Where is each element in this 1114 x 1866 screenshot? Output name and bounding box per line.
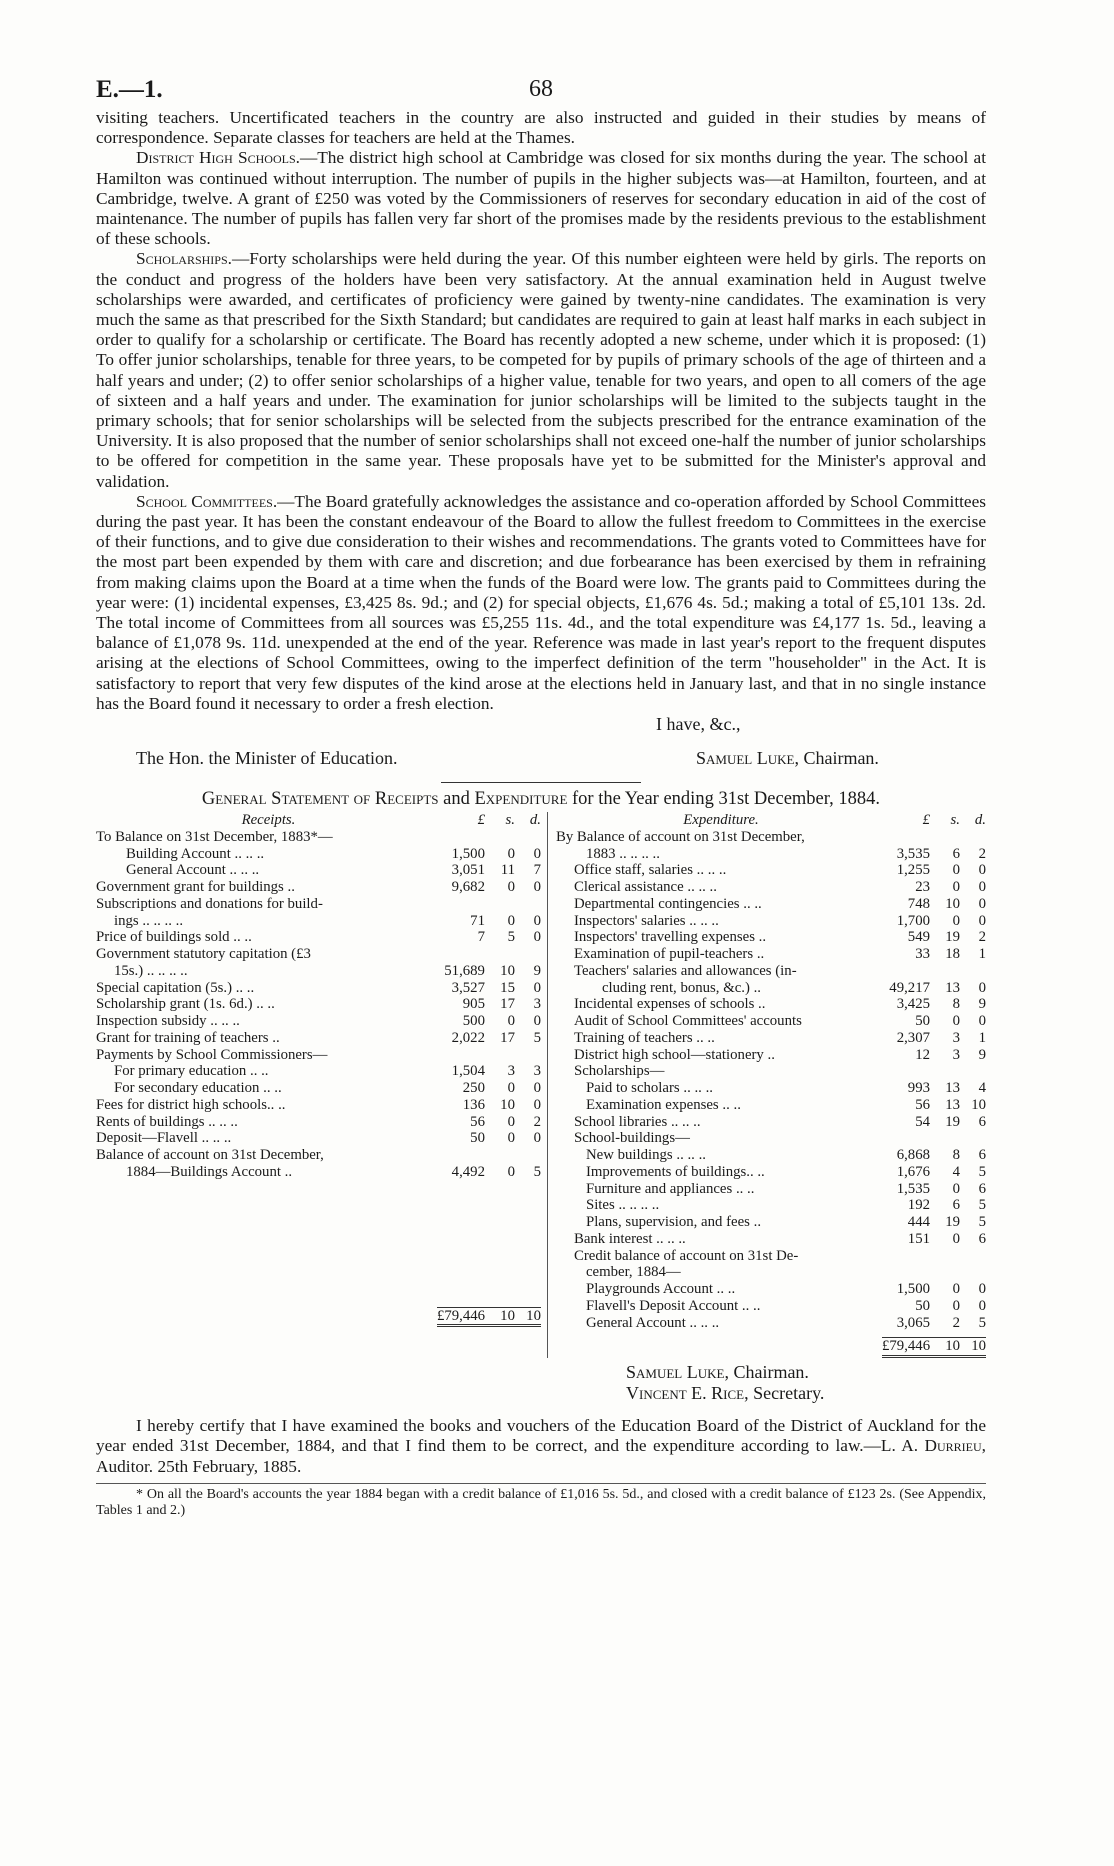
row-pounds: 3,527 — [451, 979, 485, 996]
row-pounds: 1,504 — [451, 1063, 485, 1080]
row-shillings: 17 — [500, 996, 515, 1013]
receipts-column — [96, 812, 548, 1358]
table-row — [96, 1147, 541, 1164]
row-pence — [960, 1063, 986, 1080]
row-shillings: 17 — [500, 1029, 515, 1046]
document-reference: E.—1. — [96, 76, 163, 103]
row-pounds: 192 — [907, 1197, 930, 1214]
row-pounds: 49,217 — [889, 979, 930, 996]
paragraph-school-committees: School Committees.—The Board gratefully acknowledges the assistance and co-operation afforded by School Committees during the past year. It has been the constant endeavour of the Board to allow the fullest freedom to Committees in the exercise of their functions, and to give due consideration to their wishes and recommendations. The grants voted to Committees have for the most part been expended by them with care and discretion; and due forbearance has been exercised by them in refraining from making claims upon the Board at a time when the funds of the Board were low. The grants paid to Committees during the year were: (1) incidental expenses, £3,425 8s. 9d.; and (2) for special objects, £1,676 4s. 5d.; making a total of £5,101 13s. 2d. The total income of Committees from all sources was £5,255 11s. 4d., and the total expenditure was £4,177 1s. 5d., leaving a balance of £1,078 9s. 11d. unexpended at the end of the year. Reference was made in last year's report to the frequent disputes arising at the elections of School Committees, owing to the imperfect definition of the term "householder" in the Act. It is satisfactory to report that very few disputes of the kind arose at the elections held in January last, and that in no single instance has the Board found it necessary to order a fresh election. — [96, 491, 986, 713]
table-row — [96, 1063, 541, 1080]
table-row — [96, 1013, 541, 1030]
row-description: Inspectors' salaries .. .. .. — [573, 912, 719, 929]
financial-statement — [96, 812, 986, 1358]
row-shillings — [485, 829, 515, 846]
row-pounds: 1,535 — [896, 1180, 930, 1197]
table-row — [556, 862, 986, 879]
row-pence — [960, 1130, 986, 1147]
row-pence: 9 — [978, 996, 986, 1013]
row-shillings: 0 — [507, 1113, 515, 1130]
row-pence — [960, 1248, 986, 1265]
row-pounds — [886, 1063, 930, 1080]
row-shillings: 0 — [952, 912, 960, 929]
row-shillings: 19 — [945, 1113, 960, 1130]
row-description: To Balance on 31st December, 1883*— — [96, 828, 333, 845]
row-shillings: 3 — [952, 1046, 960, 1063]
row-description: Scholarships— — [573, 1063, 665, 1080]
row-pounds — [441, 896, 485, 913]
row-shillings: 0 — [952, 1297, 960, 1314]
row-shillings: 2 — [952, 1314, 960, 1331]
row-description: Grant for training of teachers .. — [96, 1029, 280, 1046]
expenditure-rows — [556, 829, 986, 1332]
row-pounds: 2,022 — [451, 1029, 485, 1046]
table-row — [556, 980, 986, 997]
row-shillings — [485, 896, 515, 913]
row-description: Improvements of buildings.. .. — [585, 1163, 765, 1180]
row-description: School-buildings— — [573, 1130, 690, 1147]
row-pounds: 549 — [907, 929, 930, 946]
table-row — [556, 1147, 986, 1164]
table-row — [96, 1164, 541, 1181]
row-pounds: 250 — [462, 1080, 485, 1097]
row-pence: 0 — [978, 912, 986, 929]
row-shillings: 0 — [952, 1013, 960, 1030]
table-row — [556, 1181, 986, 1198]
row-description: For secondary education .. .. — [114, 1080, 282, 1097]
row-pounds — [441, 946, 485, 963]
row-shillings — [930, 1130, 960, 1147]
row-shillings: 3 — [507, 1063, 515, 1080]
section-divider — [441, 782, 641, 783]
row-pounds — [886, 963, 930, 980]
row-shillings: 0 — [507, 845, 515, 862]
row-pence: 0 — [533, 912, 541, 929]
row-description: Training of teachers .. .. — [573, 1029, 715, 1046]
row-shillings: 10 — [500, 962, 515, 979]
table-row — [556, 1080, 986, 1097]
row-pence: 10 — [971, 1096, 986, 1113]
row-description: Playgrounds Account .. .. — [585, 1281, 736, 1298]
row-pence: 0 — [978, 1281, 986, 1298]
table-row — [96, 846, 541, 863]
row-description: Scholarship grant (1s. 6d.) .. .. — [96, 996, 275, 1013]
row-pence: 6 — [978, 1147, 986, 1164]
table-row — [556, 1248, 986, 1265]
receipts-rows — [96, 829, 541, 1181]
paragraph-heading: School Committees. — [136, 491, 278, 511]
row-pence — [515, 1047, 541, 1064]
row-pounds: 3,535 — [896, 845, 930, 862]
receipts-total: £79,446 10 10 — [437, 1307, 541, 1328]
row-pence: 7 — [533, 862, 541, 879]
row-pounds: 2,307 — [896, 1029, 930, 1046]
row-shillings: 6 — [952, 845, 960, 862]
row-description: Deposit—Flavell .. .. .. — [96, 1130, 232, 1147]
row-pence: 2 — [978, 845, 986, 862]
table-row — [556, 1097, 986, 1114]
row-description: 1884—Buildings Account .. — [126, 1163, 293, 1180]
row-description: Clerical assistance .. .. .. — [573, 879, 717, 896]
row-pounds: 905 — [462, 996, 485, 1013]
row-description: General Account .. .. .. — [585, 1314, 720, 1331]
table-row — [556, 1030, 986, 1047]
table-row — [96, 879, 541, 896]
row-pounds: 56 — [470, 1113, 485, 1130]
row-pence: 5 — [978, 1314, 986, 1331]
row-description: Examination expenses .. .. — [585, 1096, 741, 1113]
table-row — [556, 1047, 986, 1064]
row-pounds: 7 — [477, 929, 485, 946]
table-row — [96, 963, 541, 980]
row-pence: 0 — [533, 1013, 541, 1030]
footnote: * On all the Board's accounts the year 1884 began with a credit balance of £1,016 5s. 5d., and closed with a credit balance of £123 2s. (See Appendix, Tables 1 and 2.) — [96, 1486, 986, 1518]
row-pence: 5 — [978, 1214, 986, 1231]
row-pence: 2 — [978, 929, 986, 946]
row-pence: 5 — [978, 1163, 986, 1180]
row-pence: 5 — [533, 1029, 541, 1046]
row-description: Flavell's Deposit Account .. .. — [585, 1297, 761, 1314]
row-shillings — [930, 829, 960, 846]
footnote-divider — [96, 1483, 986, 1484]
row-pence: 0 — [978, 862, 986, 879]
row-pence: 6 — [978, 1230, 986, 1247]
row-shillings: 0 — [507, 879, 515, 896]
row-pence: 6 — [978, 1113, 986, 1130]
row-shillings — [930, 1063, 960, 1080]
row-pence: 1 — [978, 946, 986, 963]
table-row — [556, 1281, 986, 1298]
paragraph-heading: District High Schools. — [136, 148, 300, 168]
row-pounds: 71 — [470, 912, 485, 929]
table-row — [556, 946, 986, 963]
row-pounds — [886, 1130, 930, 1147]
table-row — [556, 829, 986, 846]
table-row — [556, 1197, 986, 1214]
row-pounds: 444 — [907, 1214, 930, 1231]
expenditure-total: £79,446 10 10 — [882, 1337, 986, 1358]
row-shillings: 0 — [507, 1080, 515, 1097]
row-description: Plans, supervision, and fees .. — [585, 1214, 762, 1231]
row-shillings — [930, 963, 960, 980]
table-row — [96, 946, 541, 963]
table-row — [556, 1164, 986, 1181]
row-shillings: 8 — [952, 996, 960, 1013]
row-pence: 3 — [533, 1063, 541, 1080]
page-header — [96, 60, 986, 108]
table-row — [96, 1114, 541, 1131]
table-row — [96, 929, 541, 946]
row-shillings: 11 — [500, 862, 515, 879]
row-description: Credit balance of account on 31st De- — [573, 1247, 799, 1264]
table-row — [556, 1231, 986, 1248]
document-page — [96, 60, 986, 1519]
row-pounds — [441, 829, 485, 846]
row-pounds: 54 — [915, 1113, 930, 1130]
receipts-header: Receipts. £ s. d. — [241, 812, 541, 829]
row-description: Paid to scholars .. .. .. — [585, 1080, 713, 1097]
row-shillings — [485, 1047, 515, 1064]
paragraph-heading: Scholarships. — [136, 249, 232, 269]
table-row — [556, 1130, 986, 1147]
secretary-signature: Vincent E. Rice, Secretary. — [626, 1383, 825, 1404]
row-pounds — [886, 829, 930, 846]
row-pounds — [441, 1147, 485, 1164]
row-description: Examination of pupil-teachers .. — [573, 946, 765, 963]
row-shillings: 10 — [945, 895, 960, 912]
row-pounds: 51,689 — [444, 962, 485, 979]
row-pounds: 151 — [907, 1230, 930, 1247]
row-pounds: 500 — [462, 1013, 485, 1030]
row-shillings: 0 — [507, 1130, 515, 1147]
row-pence: 0 — [533, 979, 541, 996]
page-number: 68 — [529, 76, 553, 102]
row-pence: 3 — [533, 996, 541, 1013]
table-row — [556, 1264, 986, 1281]
table-row — [96, 913, 541, 930]
row-shillings: 3 — [952, 1029, 960, 1046]
row-pence: 0 — [533, 1096, 541, 1113]
paragraph-district-high-schools: District High Schools.—The district high school at Cambridge was closed for six months during the year. The school at Hamilton was continued without interruption. The number of pupils in the higher subjects was—at Hamilton, fourteen, and at Cambridge, twelve. A grant of £250 was voted by the Commissioners of reserves for secondary education in aid of the cost of maintenance. The number of pupils has fallen very far short of the promises made by the residents previous to the establishment of these schools. — [96, 148, 987, 249]
row-pence: 6 — [978, 1180, 986, 1197]
row-pounds: 3,065 — [896, 1314, 930, 1331]
row-description: Government statutory capitation (£3 — [96, 946, 311, 963]
row-pence: 0 — [533, 1080, 541, 1097]
expenditure-header: Expenditure. £ s. d. — [683, 812, 986, 829]
row-shillings: 4 — [952, 1163, 960, 1180]
row-pounds: 1,500 — [451, 845, 485, 862]
row-shillings: 18 — [945, 946, 960, 963]
row-description: District high school—stationery .. — [573, 1046, 775, 1063]
row-pounds: 1,255 — [896, 862, 930, 879]
row-description: School libraries .. .. .. — [573, 1113, 701, 1130]
row-pounds: 1,500 — [896, 1281, 930, 1298]
expenditure-column — [548, 812, 986, 1358]
letter-signoff — [96, 714, 986, 776]
table-row — [556, 879, 986, 896]
row-shillings: 5 — [507, 929, 515, 946]
table-row — [556, 1315, 986, 1332]
table-row — [556, 963, 986, 980]
row-pounds: 1,676 — [896, 1163, 930, 1180]
row-description: Inspection subsidy .. .. .. — [96, 1013, 240, 1030]
row-description: ings .. .. .. .. — [114, 912, 184, 929]
row-pence: 0 — [533, 879, 541, 896]
row-description: Government grant for buildings .. — [96, 879, 295, 896]
row-shillings: 0 — [952, 1230, 960, 1247]
table-row — [556, 1114, 986, 1131]
table-row — [96, 996, 541, 1013]
table-row — [556, 846, 986, 863]
paragraph-intro: visiting teachers. Uncertificated teachers in the country are also instructed and guided in their studies by means of correspondence. Separate classes for teachers are held at the Thames. — [96, 108, 986, 148]
row-description: Departmental contingencies .. .. — [573, 895, 762, 912]
row-description: Rents of buildings .. .. .. — [96, 1113, 238, 1130]
row-shillings: 0 — [952, 1281, 960, 1298]
row-shillings: 0 — [507, 1013, 515, 1030]
row-pounds: 33 — [915, 946, 930, 963]
row-pence — [515, 1147, 541, 1164]
row-shillings: 6 — [952, 1197, 960, 1214]
table-row — [96, 980, 541, 997]
row-shillings: 0 — [952, 1180, 960, 1197]
row-shillings: 13 — [945, 1096, 960, 1113]
row-description: Teachers' salaries and allowances (in- — [573, 962, 797, 979]
row-pounds: 23 — [915, 879, 930, 896]
row-pence: 0 — [533, 1130, 541, 1147]
row-pence: 0 — [533, 929, 541, 946]
row-pence: 2 — [533, 1113, 541, 1130]
row-shillings: 0 — [507, 1163, 515, 1180]
row-pounds — [886, 1248, 930, 1265]
row-description: Inspectors' travelling expenses .. — [573, 929, 767, 946]
row-pounds — [441, 1047, 485, 1064]
row-shillings — [930, 1264, 960, 1281]
row-pounds: 1,700 — [896, 912, 930, 929]
row-description: New buildings .. .. .. — [585, 1147, 706, 1164]
row-pence: 5 — [978, 1197, 986, 1214]
auditor-certificate: I hereby certify that I have examined the books and vouchers of the Education Board of the District of Auckland for the year ended 31st December, 1884, and that I find them to be correct, and the expenditure according to law.—L. A. Durrieu, Auditor. 25th February, 1885. — [96, 1416, 986, 1476]
row-pounds: 12 — [915, 1046, 930, 1063]
row-description: cember, 1884— — [585, 1264, 681, 1281]
row-pounds: 3,051 — [451, 862, 485, 879]
row-pence — [515, 896, 541, 913]
row-description: Payments by School Commissioners— — [96, 1046, 328, 1063]
row-pence: 1 — [978, 1029, 986, 1046]
row-pence: 0 — [978, 979, 986, 996]
row-pence — [515, 829, 541, 846]
row-pounds: 6,868 — [896, 1147, 930, 1164]
row-pence: 0 — [978, 1297, 986, 1314]
row-description: General Account .. .. .. — [126, 862, 260, 879]
row-pence: 0 — [533, 845, 541, 862]
row-pounds: 748 — [907, 895, 930, 912]
row-shillings: 19 — [945, 929, 960, 946]
row-description: Building Account .. .. .. — [126, 845, 265, 862]
row-shillings: 8 — [952, 1147, 960, 1164]
row-pounds: 136 — [462, 1096, 485, 1113]
row-pounds: 993 — [907, 1080, 930, 1097]
row-description: 15s.) .. .. .. .. — [114, 962, 188, 979]
row-pence: 5 — [533, 1163, 541, 1180]
row-pounds: 56 — [915, 1096, 930, 1113]
row-pounds: 50 — [915, 1297, 930, 1314]
row-shillings — [930, 1248, 960, 1265]
row-pence: 9 — [978, 1046, 986, 1063]
row-pence: 4 — [978, 1080, 986, 1097]
row-pence: 0 — [978, 1013, 986, 1030]
row-description: For primary education .. .. — [114, 1063, 269, 1080]
table-row — [556, 1063, 986, 1080]
row-pence — [960, 829, 986, 846]
table-row — [96, 1080, 541, 1097]
row-shillings: 13 — [945, 979, 960, 996]
table-row — [556, 1214, 986, 1231]
row-pounds: 50 — [470, 1130, 485, 1147]
row-shillings: 0 — [507, 912, 515, 929]
row-shillings: 0 — [952, 879, 960, 896]
row-description: Incidental expenses of schools .. — [573, 996, 766, 1013]
row-shillings: 10 — [500, 1096, 515, 1113]
row-shillings: 15 — [500, 979, 515, 996]
closing-phrase: I have, &c., — [656, 714, 741, 735]
table-row — [556, 929, 986, 946]
row-pence — [960, 963, 986, 980]
chairman-signature: Samuel Luke, Chairman. — [696, 748, 879, 769]
row-shillings — [485, 946, 515, 963]
row-pence — [960, 1264, 986, 1281]
row-pounds — [886, 1264, 930, 1281]
table-row — [96, 862, 541, 879]
table-row — [96, 1047, 541, 1064]
table-row — [96, 829, 541, 846]
statement-title: General Statement of Receipts and Expenditure for the Year ending 31st December, 1884. — [201, 789, 881, 810]
table-row — [96, 1097, 541, 1114]
body-text — [96, 108, 986, 714]
table-row — [556, 1298, 986, 1315]
row-description: cluding rent, bonus, &c.) .. — [601, 979, 762, 996]
row-description: Office staff, salaries .. .. .. — [573, 862, 727, 879]
paragraph-scholarships: Scholarships.—Forty scholarships were held during the year. Of this number eighteen were held by girls. The reports on the conduct and progress of the holders have been very satisfactory. At the annual examination held in August twelve scholarships were awarded, and certificates of proficiency were gained by twenty-nine candidates. The examination is very much the same as that prescribed for the Sixth Standard; but candidates are required to gain at least half marks in each subject in order to qualify for a scholarship or certificate. The Board has recently adopted a new scheme, under which it is proposed: (1) To offer junior scholarships, tenable for three years, to be competed for by pupils of primary schools of the age of thirteen and a half years and under; (2) to offer senior scholarships of a higher value, tenable for two years, and open to all comers of the age of sixteen and a half years and under. The examination for junior scholarships will be limited to the subjects taught in the primary schools; that for senior scholarships will be selected from the subjects prescribed for the entrance examination of the University. It is also proposed that the number of senior scholarships shall not exceed one-half the number of junior scholarships to be offered for competition in the same year. These proposals have yet to be submitted for the Minister's approval and validation. — [96, 249, 986, 491]
row-description: Balance of account on 31st December, — [96, 1147, 324, 1164]
table-row — [556, 1013, 986, 1030]
row-shillings: 0 — [952, 862, 960, 879]
row-shillings — [485, 1147, 515, 1164]
row-pounds: 4,492 — [451, 1163, 485, 1180]
row-description: Special capitation (5s.) .. .. — [96, 979, 255, 996]
chairman-signature: Samuel Luke, Chairman. — [626, 1362, 809, 1383]
row-description: Bank interest .. .. .. — [573, 1230, 686, 1247]
row-pence: 9 — [533, 962, 541, 979]
row-shillings: 13 — [945, 1080, 960, 1097]
row-description: 1883 .. .. .. .. — [585, 845, 660, 862]
addressee: The Hon. the Minister of Education. — [136, 748, 398, 769]
statement-signatures — [626, 1362, 986, 1404]
row-pounds: 9,682 — [451, 879, 485, 896]
row-shillings: 19 — [945, 1214, 960, 1231]
row-pounds: 3,425 — [896, 996, 930, 1013]
table-row — [96, 1130, 541, 1147]
table-row — [556, 996, 986, 1013]
row-description: Sites .. .. .. .. — [585, 1197, 660, 1214]
row-pence: 0 — [978, 879, 986, 896]
row-pence: 0 — [978, 895, 986, 912]
row-pounds: 50 — [915, 1013, 930, 1030]
row-description: Price of buildings sold .. .. — [96, 929, 252, 946]
row-description: Furniture and appliances .. .. — [585, 1180, 755, 1197]
row-pence — [515, 946, 541, 963]
row-description: Subscriptions and donations for build- — [96, 895, 323, 912]
row-description: Fees for district high schools.. .. — [96, 1096, 286, 1113]
table-row — [96, 896, 541, 913]
table-row — [96, 1030, 541, 1047]
row-description: By Balance of account on 31st December, — [555, 828, 805, 845]
table-row — [556, 896, 986, 913]
table-row — [556, 913, 986, 930]
row-description: Audit of School Committees' accounts — [573, 1013, 802, 1030]
